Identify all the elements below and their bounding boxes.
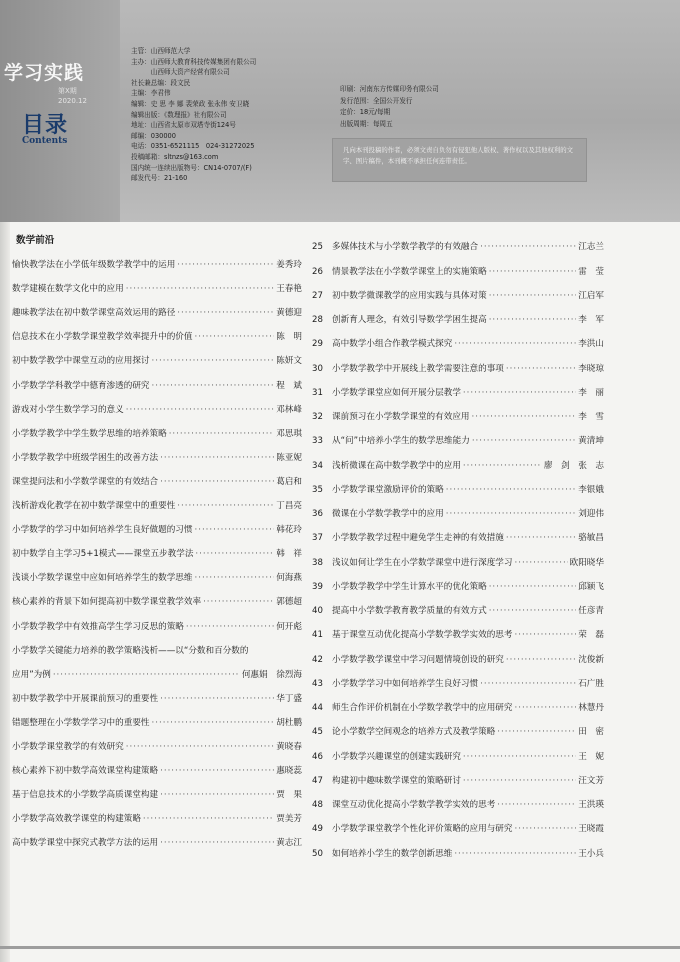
- entry-author: 王晓霞: [578, 824, 604, 835]
- entry-number: 39: [312, 581, 323, 592]
- leader-dots: [514, 702, 576, 715]
- toc-entry[interactable]: [12, 320, 302, 344]
- entry-title: 错题整理在小学数学学习中的重要性: [12, 717, 150, 728]
- print-line: 定价：18元/每期: [340, 108, 391, 116]
- entry-number: 41: [312, 630, 323, 641]
- entry-title: 小学数学学科教学中德育渗透的研究: [12, 380, 150, 391]
- toc-entry[interactable]: [12, 609, 302, 633]
- entry-number: 33: [312, 436, 323, 447]
- leader-dots: [186, 621, 274, 634]
- entry-title: 小学数学教学中学生计算水平的优化策略: [332, 581, 487, 592]
- entry-author: 陈 明: [276, 332, 302, 343]
- entry-author: 何开彪: [276, 621, 302, 632]
- toc-entry[interactable]: [12, 561, 302, 585]
- entry-author: 黄志江: [276, 838, 302, 849]
- entry-author: 贾美芳: [276, 814, 302, 825]
- toc-entry[interactable]: [12, 682, 302, 706]
- entry-title: 小学数学学习中如何培养学生良好习惯: [332, 678, 479, 689]
- entry-title: 小学数学课堂激励评价的策略: [332, 484, 444, 495]
- publisher-line: 邮发代号：21-160: [131, 174, 188, 183]
- entry-author: 李 丽: [578, 387, 604, 398]
- entry-title: 小学数学教学过程中避免学生走神的有效措施: [332, 533, 504, 544]
- leader-dots: [489, 266, 577, 279]
- leader-dots: [514, 629, 576, 642]
- entry-author: 邱颖飞: [578, 581, 604, 592]
- toc-entry[interactable]: [12, 634, 302, 658]
- entry-title: 小学数学课堂应如何开展分层教学: [332, 387, 461, 398]
- entry-author: 石广胜: [578, 678, 604, 689]
- leader-dots: [177, 259, 274, 272]
- toc-entry[interactable]: [312, 521, 604, 545]
- entry-author: 姜秀玲: [276, 260, 302, 271]
- toc-entry[interactable]: [312, 667, 604, 691]
- toc-right-column: [312, 230, 604, 861]
- toc-entry[interactable]: [312, 400, 604, 424]
- leader-dots: [446, 484, 576, 497]
- leader-dots: [463, 387, 576, 400]
- entry-author: 陈亚妮: [276, 452, 302, 463]
- entry-title: 初中数学教学中开展课前预习的重要性: [12, 693, 159, 704]
- entry-title: 核心素养下初中数学高效课堂构建策略: [12, 766, 159, 777]
- entry-number: 44: [312, 703, 323, 713]
- leader-dots: [514, 823, 576, 836]
- entry-author: 王洪瑛: [578, 800, 604, 810]
- entry-author: 程 斌: [276, 380, 302, 391]
- leader-dots: [454, 848, 576, 861]
- leader-dots: [160, 693, 274, 706]
- leader-dots: [489, 581, 577, 594]
- leader-dots: [489, 314, 577, 327]
- entry-author: 雷 莹: [578, 266, 604, 277]
- entry-number: 46: [312, 751, 323, 762]
- entry-title: 趣味教学法在初中数学课堂高效运用的路径: [12, 308, 176, 319]
- entry-number: 48: [312, 800, 323, 810]
- leader-dots: [160, 765, 274, 778]
- leader-dots: [143, 813, 274, 826]
- leader-dots: [169, 428, 275, 441]
- entry-author: 韩花玲: [276, 525, 302, 536]
- leader-dots: [194, 331, 274, 344]
- entry-author: 邓思琪: [276, 428, 302, 439]
- entry-author: 黄德迎: [276, 308, 302, 319]
- toc-entry[interactable]: [312, 448, 604, 472]
- entry-author: 任彦青: [578, 606, 604, 616]
- entry-title: 提高中小学数学教育教学质量的有效方式: [332, 606, 487, 616]
- leader-dots: [497, 726, 576, 739]
- entry-title: 浅析游戏化教学在初中数学课堂中的重要性: [12, 501, 176, 512]
- publisher-line: 主编：李君伟: [131, 89, 171, 98]
- entry-author: 沈俊新: [578, 654, 604, 665]
- toc-entry[interactable]: [12, 272, 302, 296]
- entry-title: 高中数学课堂中探究式教学方法的运用: [12, 838, 159, 849]
- issue-line: 2020.12: [58, 97, 87, 105]
- toc-left-column: [12, 248, 302, 850]
- leader-dots: [53, 669, 240, 682]
- entry-author: 刘迎伟: [578, 509, 604, 519]
- entry-author: 荣 磊: [578, 630, 604, 641]
- publisher-line: 社长兼总编：段文民: [131, 78, 191, 87]
- entry-title: 小学数学教学中开展线上教学需要注意的事项: [332, 363, 504, 374]
- entry-number: 49: [312, 824, 323, 835]
- issue-line: 第X期: [58, 87, 77, 95]
- entry-title: 情景教学法在小学数学课堂上的实施策略: [332, 266, 487, 277]
- entry-author: 林慧丹: [578, 703, 604, 713]
- leader-dots: [506, 532, 576, 545]
- entry-title: 小学数学教学中有效推高学生学习反思的策略: [12, 621, 184, 632]
- toc-entry[interactable]: [12, 248, 302, 272]
- publisher-line: 主办：山西师大教育科技传媒集团有限公司: [131, 57, 257, 66]
- toc-entry[interactable]: [12, 368, 302, 392]
- entry-author: 黄清坤: [578, 436, 604, 447]
- entry-title: 微课在小学数学教学中的应用: [332, 509, 444, 519]
- entry-number: 34: [312, 460, 323, 471]
- leader-dots: [480, 241, 576, 254]
- toc-entry[interactable]: [312, 497, 604, 521]
- toc-entry[interactable]: [12, 826, 302, 850]
- toc-entry[interactable]: [12, 658, 302, 682]
- toc-entry[interactable]: [12, 778, 302, 802]
- entry-number: 40: [312, 606, 323, 616]
- publisher-line: 电话：0351-6521115 024-31272025: [131, 142, 255, 151]
- entry-author: 李 军: [578, 315, 604, 325]
- entry-number: 47: [312, 775, 323, 786]
- entry-number: 37: [312, 533, 323, 544]
- toc-entry[interactable]: [312, 788, 604, 812]
- toc-entry[interactable]: [312, 570, 604, 594]
- entry-author: 郭德超: [276, 597, 302, 608]
- leader-dots: [195, 548, 274, 561]
- leader-dots: [194, 524, 274, 537]
- leader-dots: [489, 605, 577, 618]
- issue-info: [58, 86, 87, 106]
- entry-title: 基于课堂互动优化提高小学数学教学实效的思考: [332, 630, 513, 641]
- entry-author: 李洪山: [578, 339, 604, 350]
- leader-dots: [177, 307, 274, 320]
- entry-author: 黄晓春: [276, 741, 302, 752]
- print-line: 出版周期：每周五: [340, 119, 393, 128]
- section-title: 数学前沿: [16, 235, 55, 246]
- entry-title: 基于信息技术的小学数学高质课堂构建: [12, 790, 159, 801]
- entry-number: 50: [312, 848, 323, 859]
- entry-author: 欧阳晓华: [569, 557, 604, 568]
- entry-title: 如何培养小学生的数学创新思维: [332, 848, 453, 859]
- leader-dots: [472, 411, 577, 424]
- entry-number: 30: [312, 363, 323, 374]
- entry-number: 42: [312, 654, 323, 665]
- entry-title: 课前预习在小学数学课堂的有效应用: [332, 412, 470, 422]
- leader-dots: [463, 460, 542, 473]
- entry-author: 葛启和: [276, 476, 302, 487]
- publisher-line: 国内统一连续出版物号：CN14-0707/(F): [131, 163, 252, 172]
- leader-dots: [463, 751, 576, 764]
- leader-dots: [160, 789, 274, 802]
- leader-dots: [472, 435, 576, 448]
- entry-title: 数学建模在数学文化中的应用: [12, 284, 124, 295]
- toc-entry[interactable]: [312, 618, 604, 642]
- leader-dots: [446, 508, 576, 521]
- print-info: [340, 84, 439, 130]
- copyright-notice: 凡向本刊投稿的作者，必须文责自负勿有侵犯他人版权、著作权以及其他权利的文字、图片稿件，本刊概不承担任何连带责任。: [332, 138, 587, 182]
- publisher-line: 主管：山西师范大学: [131, 47, 191, 55]
- entry-title: 浅谈小学数学课堂中应如何培养学生的数学思维: [12, 573, 193, 584]
- entry-author: 丁昌亮: [276, 501, 302, 512]
- entry-number: 45: [312, 727, 323, 738]
- footer-rule: [0, 946, 680, 949]
- toc-entry[interactable]: [312, 279, 604, 303]
- entry-number: 32: [312, 412, 323, 422]
- toc-entry[interactable]: [12, 802, 302, 826]
- leader-dots: [203, 596, 274, 609]
- leader-dots: [126, 404, 274, 417]
- leader-dots: [152, 717, 275, 730]
- toc-entry[interactable]: [12, 537, 302, 561]
- entry-author: 王小兵: [578, 848, 604, 859]
- leader-dots: [152, 380, 275, 393]
- print-line: 印刷：河南东方传媒印务有限公司: [340, 85, 439, 93]
- entry-title: 小学数学兴趣课堂的创建实践研究: [332, 751, 461, 762]
- entry-title: 小学数学的学习中如何培养学生良好做题的习惯: [12, 525, 193, 536]
- entry-author: 江志兰: [578, 242, 604, 253]
- toc-entry[interactable]: [312, 739, 604, 763]
- toc-entry[interactable]: [312, 642, 604, 666]
- entry-author: 陈妍文: [276, 356, 302, 367]
- leader-dots: [489, 290, 577, 303]
- entry-author: 李 雪: [578, 412, 604, 422]
- publisher-line: 邮编：030000: [131, 131, 176, 140]
- leader-dots: [160, 837, 274, 850]
- entry-author: 田 密: [578, 727, 604, 738]
- entry-title: 小学数学课堂教学的有效研究: [12, 741, 124, 752]
- entry-author: 汪文芳: [578, 775, 604, 786]
- entry-title: 信息技术在小学数学课堂教学效率提升中的价值: [12, 332, 193, 343]
- toc-heading-en: Contents: [22, 136, 68, 146]
- leader-dots: [506, 654, 576, 667]
- publisher-line: 投稿邮箱：sltnzs@163.com: [131, 152, 219, 161]
- entry-title: 愉快教学法在小学低年级数学教学中的运用: [12, 260, 176, 271]
- entry-title: 小学数学教学中班级学困生的改善方法: [12, 452, 159, 463]
- entry-title: 多媒体技术与小学数学教学的有效融合: [332, 242, 479, 253]
- entry-title: 初中数学微课教学的应用实践与具体对策: [332, 290, 487, 301]
- toc-entry[interactable]: [312, 424, 604, 448]
- entry-number: 38: [312, 557, 323, 568]
- entry-title: 应用”为例: [12, 669, 51, 680]
- entry-title: 浅析微课在高中数学教学中的应用: [332, 460, 461, 471]
- toc-entry[interactable]: [12, 489, 302, 513]
- toc-entry[interactable]: [312, 254, 604, 278]
- print-line: 发行范围：全国公开发行: [340, 96, 413, 105]
- toc-entry[interactable]: [312, 691, 604, 715]
- entry-number: 26: [312, 266, 323, 277]
- entry-title: 小学数学关键能力培养的教学策略浅析——以“分数和百分数的: [12, 645, 249, 656]
- leader-dots: [454, 338, 576, 351]
- leader-dots: [160, 476, 274, 489]
- entry-title: 核心素养的背景下如何提高初中数学课堂教学效率: [12, 597, 202, 608]
- publisher-line: 编辑出版：《数理报》社有限公司: [131, 110, 227, 119]
- publisher-info: [131, 46, 256, 184]
- entry-title: 课堂互动优化提高小学数学教学实效的思考: [332, 800, 496, 810]
- entry-number: 31: [312, 387, 323, 398]
- entry-author: 惠晓蕊: [276, 766, 302, 777]
- toc-entry[interactable]: [12, 296, 302, 320]
- toc-entry[interactable]: [312, 594, 604, 618]
- toc-entry[interactable]: [312, 812, 604, 836]
- entry-title: 课堂提问法和小学数学课堂的有效结合: [12, 476, 159, 487]
- entry-number: 36: [312, 509, 323, 519]
- entry-title: 从“问”中培养小学生的数学思维能力: [332, 436, 470, 447]
- entry-author: 江启军: [578, 290, 604, 301]
- entry-author: 韩 祥: [276, 549, 302, 560]
- entry-title: 构建初中趣味数学课堂的策略研讨: [332, 775, 461, 786]
- entry-number: 28: [312, 315, 323, 325]
- leader-dots: [160, 452, 274, 465]
- toc-entry[interactable]: [312, 473, 604, 497]
- entry-number: 35: [312, 484, 323, 495]
- toc-entry[interactable]: [312, 764, 604, 788]
- toc-entry[interactable]: [12, 344, 302, 368]
- leader-dots: [126, 741, 274, 754]
- publisher-line: 地址：山西省太原市双塔寺街124号: [131, 121, 236, 130]
- entry-title: 小学数学教学中学生数学思维的培养策略: [12, 428, 167, 439]
- entry-author: 李银娥: [578, 484, 604, 495]
- toc-entry[interactable]: [312, 303, 604, 327]
- entry-author: 李晓琼: [578, 363, 604, 374]
- entry-title: 初中数学教学中课堂互动的应用探讨: [12, 356, 150, 367]
- toc-entry[interactable]: [312, 230, 604, 254]
- toc-entry[interactable]: [12, 513, 302, 537]
- leader-dots: [463, 775, 576, 788]
- toc-entry[interactable]: [12, 417, 302, 441]
- entry-title: 师生合作评价机制在小学数学教学中的应用研究: [332, 703, 513, 713]
- toc-entry[interactable]: [12, 706, 302, 730]
- toc-entry[interactable]: [12, 730, 302, 754]
- entry-title: 小学数学高效教学课堂的构建策略: [12, 814, 141, 825]
- toc-entry[interactable]: [12, 754, 302, 778]
- entry-title: 初中数学自主学习5+1模式——课堂五步教学法: [12, 549, 194, 560]
- entry-title: 小学数学教学课堂中学习问题情境创设的研究: [332, 654, 504, 665]
- leader-dots: [514, 557, 567, 570]
- entry-number: 25: [312, 242, 323, 253]
- leader-dots: [152, 355, 275, 368]
- entry-author: 王春艳: [276, 284, 302, 295]
- entry-author: 廖 剑 张 志: [543, 460, 604, 471]
- toc-entry[interactable]: [312, 376, 604, 400]
- leader-dots: [480, 678, 576, 691]
- entry-title: 游戏对小学生数学学习的意义: [12, 404, 124, 415]
- leader-dots: [126, 283, 274, 296]
- toc-entry[interactable]: [312, 327, 604, 351]
- leader-dots: [497, 799, 576, 812]
- magazine-title: 学习实践: [4, 62, 85, 84]
- entry-author: 骆敏昌: [578, 533, 604, 544]
- entry-title: 创新育人理念，有效引导数学学困生提高: [332, 315, 487, 325]
- entry-author: 贾 果: [276, 790, 302, 801]
- entry-author: 何海燕: [276, 573, 302, 584]
- toc-entry[interactable]: [12, 393, 302, 417]
- toc-entry[interactable]: [12, 585, 302, 609]
- toc-entry[interactable]: [12, 465, 302, 489]
- leader-dots: [506, 363, 576, 376]
- leader-dots: [194, 572, 274, 585]
- entry-title: 浅议如何让学生在小学数学课堂中进行深度学习: [332, 557, 513, 568]
- publisher-line: 编辑：史 思 李 娜 裴荣政 张永伟 安卫晓: [131, 99, 250, 108]
- entry-number: 29: [312, 339, 323, 350]
- leader-dots: [177, 500, 274, 513]
- entry-title: 小学数学课堂教学个性化评价策略的应用与研究: [332, 824, 513, 835]
- entry-number: 43: [312, 678, 323, 689]
- toc-entry[interactable]: [312, 351, 604, 375]
- entry-title: 论小学数学空间观念的培养方式及教学策略: [332, 727, 496, 738]
- toc-entry[interactable]: [312, 545, 604, 569]
- entry-author: 王 妮: [578, 751, 604, 762]
- entry-author: 邓林峰: [276, 404, 302, 415]
- toc-heading: 目录: [22, 112, 69, 138]
- entry-title: 高中数学小组合作教学模式探究: [332, 339, 453, 350]
- publisher-line: 山西师大资产经营有限公司: [131, 68, 230, 77]
- entry-author: 华丁盛: [276, 693, 302, 704]
- entry-number: 27: [312, 290, 323, 301]
- toc-entry[interactable]: [312, 715, 604, 739]
- masthead: [0, 0, 680, 222]
- toc-entry[interactable]: [312, 836, 604, 860]
- entry-author: 何惠娟 徐烈海: [241, 669, 302, 680]
- entry-author: 胡杜鹏: [276, 717, 302, 728]
- toc-entry[interactable]: [12, 441, 302, 465]
